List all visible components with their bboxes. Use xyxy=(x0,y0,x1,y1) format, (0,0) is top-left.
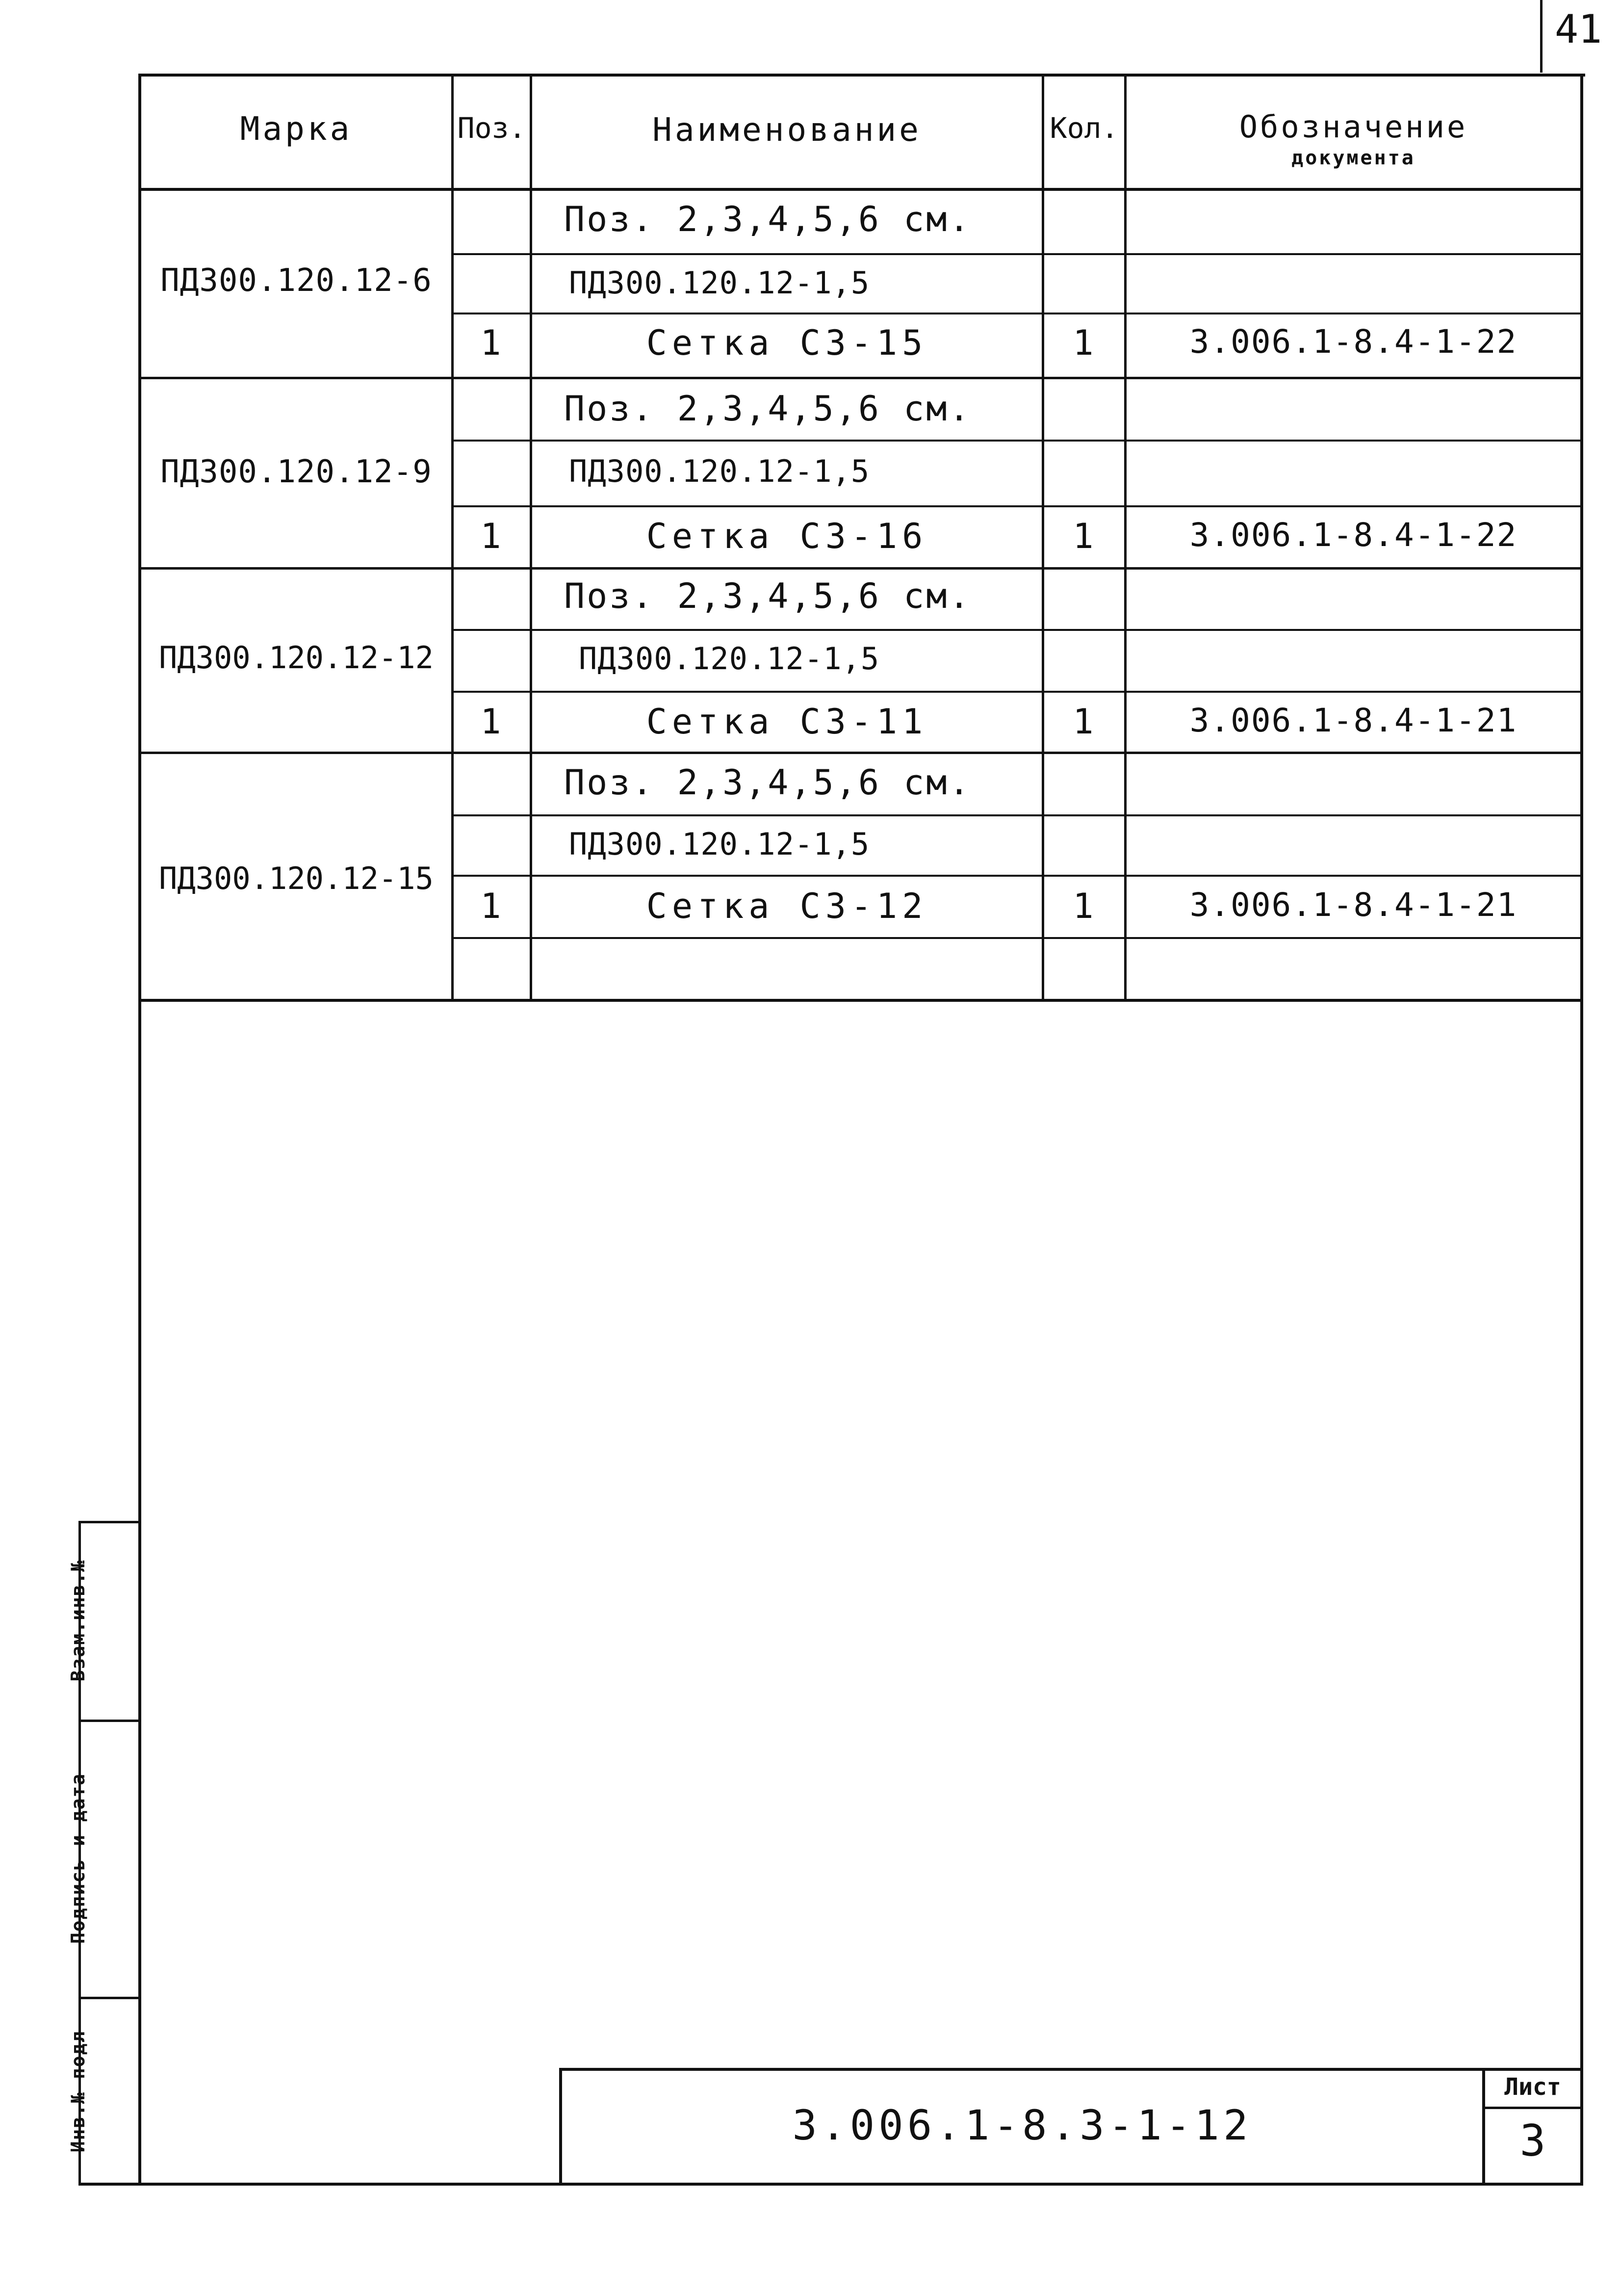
row-line xyxy=(451,505,1583,507)
group-pos: 1 xyxy=(480,516,503,556)
title-block-top xyxy=(559,2068,1583,2071)
row-line xyxy=(451,253,1583,255)
group-ref-line-1: Поз. 2,3,4,5,6 см. xyxy=(564,199,972,239)
document-code: 3.006.1-8.3-1-12 xyxy=(792,2101,1252,2149)
page-number: 41 xyxy=(1555,6,1602,52)
side-stamp-replace: Взам.инв.№ xyxy=(67,1559,89,1682)
group-doc: 3.006.1-8.4-1-21 xyxy=(1189,886,1517,924)
sheet-label: Лист xyxy=(1504,2073,1561,2101)
group-item-name: Сетка С3-12 xyxy=(646,886,928,926)
page-number-divider xyxy=(1540,0,1543,73)
row-line xyxy=(451,937,1583,939)
group-pos: 1 xyxy=(480,886,503,926)
group-item-name: Сетка С3-11 xyxy=(646,702,928,742)
group-line xyxy=(138,567,1583,570)
row-line xyxy=(451,691,1583,693)
group-qty: 1 xyxy=(1073,323,1096,363)
row-line xyxy=(451,629,1583,631)
row-line xyxy=(451,814,1583,816)
header-name: Наименование xyxy=(652,111,922,149)
group-ref-line-2: ПД300.120.12-1,5 xyxy=(569,265,870,301)
group-marka: ПД300.120.12-9 xyxy=(160,454,432,490)
group-doc: 3.006.1-8.4-1-22 xyxy=(1189,323,1517,361)
group-ref-line-1: Поз. 2,3,4,5,6 см. xyxy=(564,389,972,429)
side-stamp-top xyxy=(78,1521,138,1523)
group-line xyxy=(138,377,1583,379)
group-ref-line-1: Поз. 2,3,4,5,6 см. xyxy=(564,576,972,616)
group-qty: 1 xyxy=(1073,516,1096,556)
side-stamp-inv: Инв.№ подл xyxy=(67,2030,89,2153)
group-line xyxy=(138,752,1583,754)
row-line xyxy=(451,313,1583,314)
row-line xyxy=(451,440,1583,442)
header-marka: Марка xyxy=(240,110,353,148)
side-stamp-sign: Подпись и дата xyxy=(67,1773,89,1944)
table-bottom-line xyxy=(138,999,1583,1002)
group-qty: 1 xyxy=(1073,886,1096,926)
group-marka: ПД300.120.12-15 xyxy=(159,861,434,896)
header-designation: Обозначение xyxy=(1239,109,1468,145)
frame-bottom xyxy=(78,2183,1583,2186)
header-poz: Поз. xyxy=(457,111,526,145)
group-ref-line-1: Поз. 2,3,4,5,6 см. xyxy=(564,762,972,803)
group-qty: 1 xyxy=(1073,702,1096,742)
frame-top xyxy=(138,74,1585,77)
sheet-number: 3 xyxy=(1519,2115,1546,2166)
group-doc: 3.006.1-8.4-1-22 xyxy=(1189,516,1517,554)
frame-left xyxy=(138,74,141,2186)
header-designation-sub: документа xyxy=(1291,147,1415,169)
group-pos: 1 xyxy=(480,323,503,363)
frame-right xyxy=(1580,74,1583,2186)
group-marka: ПД300.120.12-12 xyxy=(159,640,434,676)
group-doc: 3.006.1-8.4-1-21 xyxy=(1189,702,1517,739)
group-item-name: Сетка С3-16 xyxy=(646,516,928,556)
group-pos: 1 xyxy=(480,702,503,742)
sheet-cell-divider xyxy=(1482,2107,1583,2109)
side-stamp-divider xyxy=(78,1720,138,1722)
header-bottom-line xyxy=(138,188,1583,191)
header-qty: Кол. xyxy=(1050,111,1119,145)
group-ref-line-2: ПД300.120.12-1,5 xyxy=(579,641,880,677)
group-ref-line-2: ПД300.120.12-1,5 xyxy=(569,453,870,489)
group-marka: ПД300.120.12-6 xyxy=(160,262,432,299)
group-item-name: Сетка С3-15 xyxy=(646,323,928,363)
row-line xyxy=(451,875,1583,877)
group-ref-line-2: ПД300.120.12-1,5 xyxy=(569,826,870,862)
